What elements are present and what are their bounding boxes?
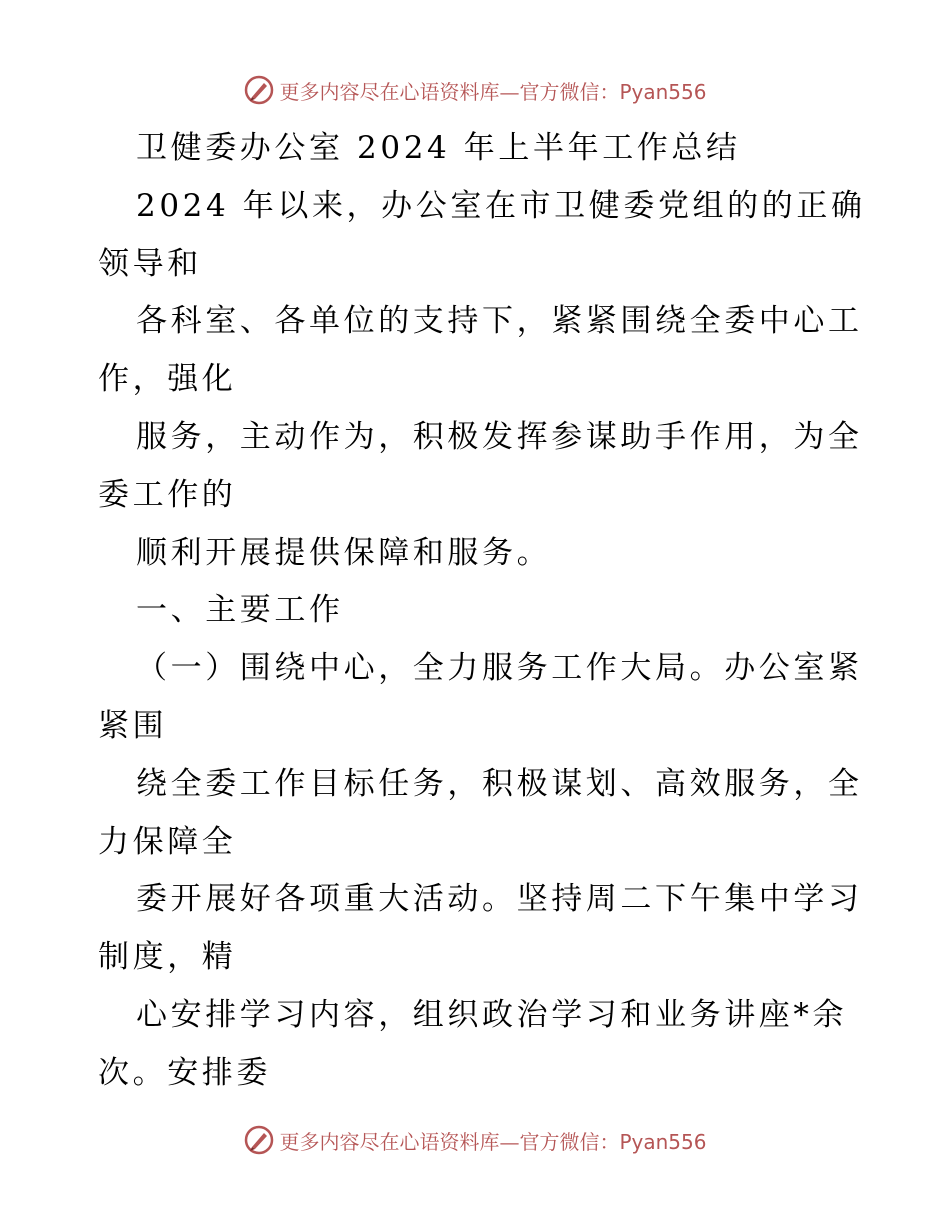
pen-logo-icon <box>243 74 275 106</box>
text-line: 作，强化 <box>98 361 237 398</box>
watermark-wechat: 官方微信：Pyan556 <box>519 1129 707 1154</box>
text-line: 服务，主动作为，积极发挥参谋助手作用，为全 <box>136 418 863 455</box>
text-line: 顺利开展提供保障和服务。 <box>136 534 552 571</box>
watermark-slogan: 更多内容尽在心语资料库— <box>279 79 520 104</box>
text-line: 次。安排委 <box>98 1054 271 1091</box>
document-body <box>98 120 866 1103</box>
text-line: 紧围 <box>98 707 168 744</box>
text-line: 力保障全 <box>98 823 237 860</box>
text-line: （一）围绕中心，全力服务工作大局。办公室紧 <box>136 650 863 687</box>
text-line: 卫健委办公室 2024 年上半年工作总结 <box>136 130 741 166</box>
text-line: 委开展好各项重大活动。坚持周二下午集中学习 <box>136 881 863 918</box>
text-line: 领导和 <box>98 245 202 282</box>
text-line: 一、主要工作 <box>136 592 344 629</box>
watermark-banner-bottom <box>0 1120 950 1160</box>
text-line: 绕全委工作目标任务，积极谋划、高效服务，全 <box>136 765 863 802</box>
text-line: 各科室、各单位的支持下，紧紧围绕全委中心工 <box>136 303 863 340</box>
watermark-banner-top <box>0 70 950 110</box>
watermark-wechat: 官方微信：Pyan556 <box>519 79 707 104</box>
text-line: 心安排学习内容，组织政治学习和业务讲座*余 <box>136 996 848 1033</box>
text-line: 委工作的 <box>98 476 237 513</box>
watermark-slogan: 更多内容尽在心语资料库— <box>279 1129 520 1154</box>
text-line: 2024 年以来，办公室在市卫健委党组的的正确 <box>136 187 866 224</box>
text-line: 制度，精 <box>98 939 237 976</box>
pen-logo-icon <box>243 1124 275 1156</box>
